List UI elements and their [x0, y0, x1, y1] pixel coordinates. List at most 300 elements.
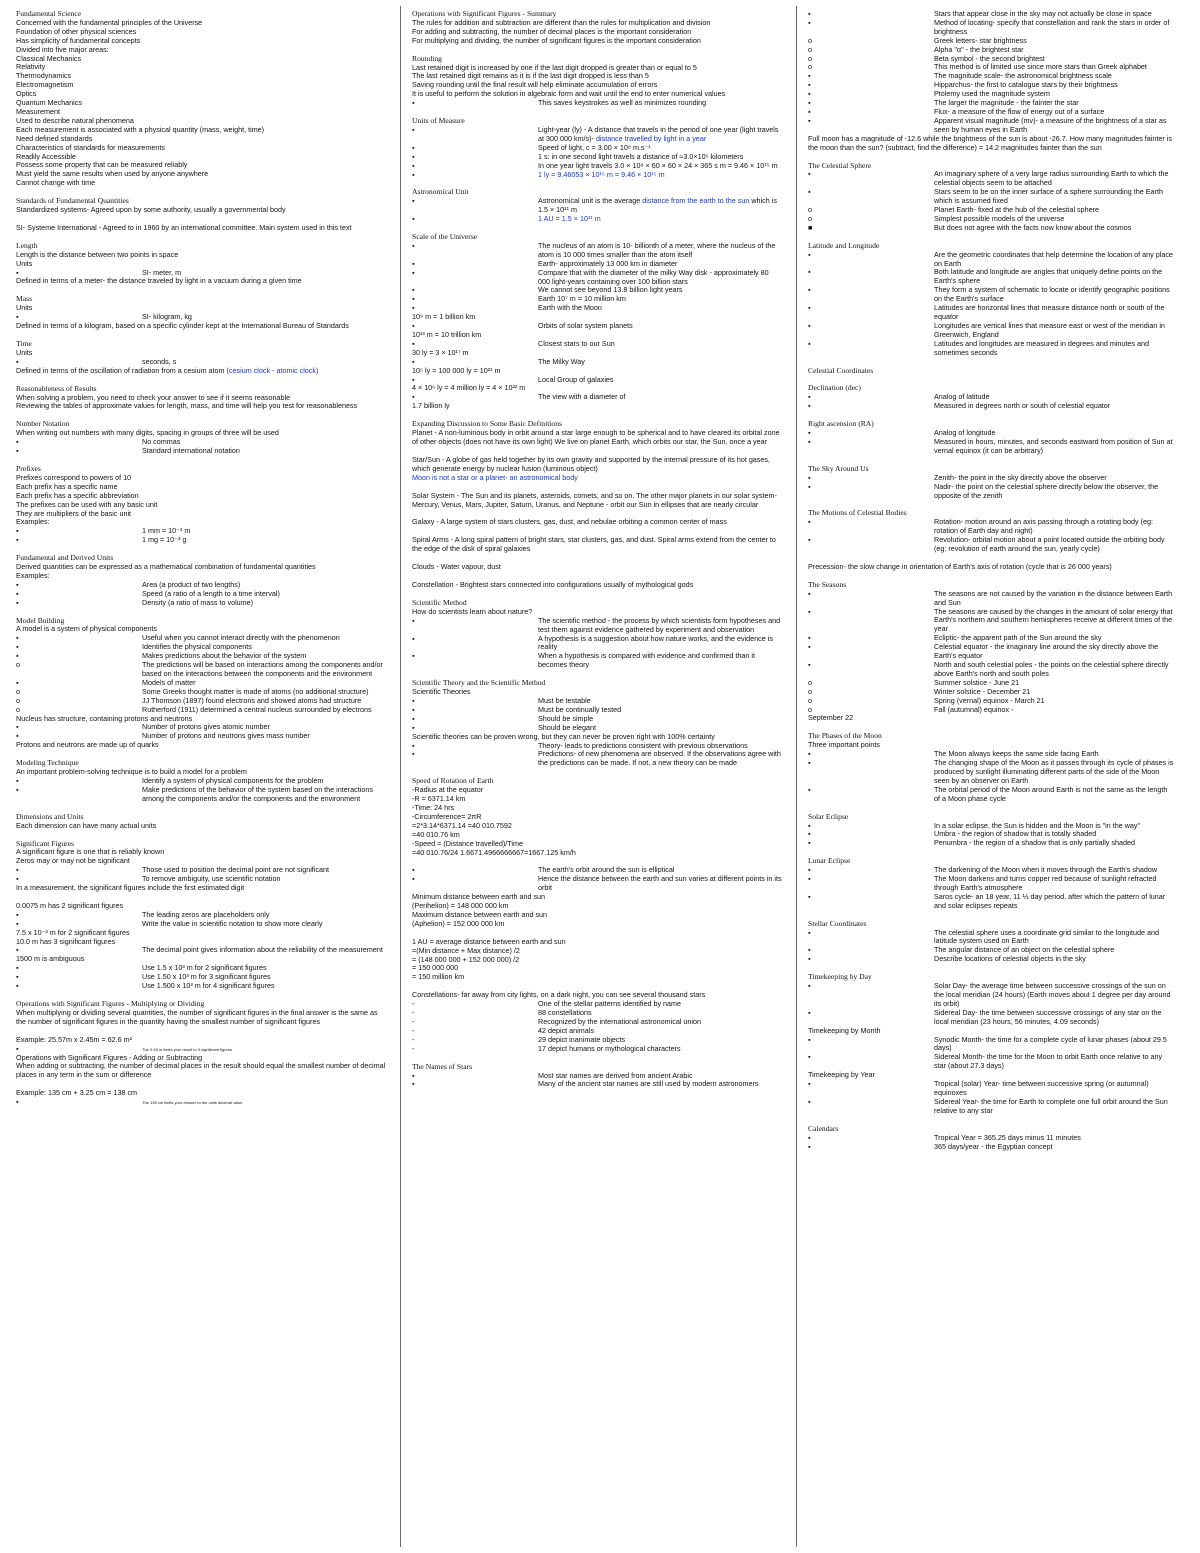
bullet-marker: ▪ — [808, 392, 811, 402]
column-3 — [808, 10, 1174, 1549]
section — [412, 866, 782, 928]
line-text: Minimum distance between earth and sun — [412, 892, 546, 902]
text-line — [16, 251, 388, 260]
line-text: In a solar eclipse, the Sun is hidden and the Moon is "in the way" — [934, 820, 1141, 830]
line-text: Scientific theories can be proven wrong, but they can never be proven right with 100% certainty — [412, 731, 715, 741]
line-text: SI- Systeme International - Agreed to in 1960 by an international committee. Main system used in this text — [16, 222, 352, 232]
line-text: Earth with the Moon — [538, 303, 602, 313]
line-text: SI- kilogram, kg — [142, 312, 192, 322]
bullet-line — [412, 171, 782, 180]
bullet-line — [808, 117, 1174, 135]
bullet-marker: ▪ — [412, 196, 415, 206]
bullet-marker: ▪ — [412, 865, 415, 875]
bullet-marker: o — [808, 677, 812, 687]
line-text: Many of the ancient star names are still used by modern astronomers — [538, 1079, 759, 1089]
bullet-line — [16, 313, 388, 322]
section — [412, 1063, 782, 1090]
bullet-line — [16, 661, 388, 679]
line-text: Standard international notation — [142, 446, 240, 456]
line-text: When writing out numbers with many digits, spacing in groups of three will be used — [16, 428, 279, 438]
bullet-line — [808, 982, 1174, 1009]
text-line — [412, 474, 782, 483]
section — [808, 920, 1174, 965]
line-text: Divided into five major areas: — [16, 44, 109, 54]
line-text: Quantum Mechanics — [16, 98, 82, 108]
line-text: = 150 million km — [412, 972, 465, 982]
line-text: Must be testable — [538, 696, 591, 705]
line-text: seconds, s — [142, 356, 177, 366]
line-text: 30 ly = 3 × 10¹⁷ m — [412, 347, 469, 357]
text-line — [412, 920, 782, 929]
line-text: Makes predictions about the behavior of the system — [142, 651, 307, 661]
section — [16, 420, 388, 456]
section-heading: Number Notation — [16, 419, 70, 429]
line-text: Operations with Significant Figures - Adding or Subtracting — [16, 1052, 203, 1062]
text-line — [16, 277, 388, 286]
bullet-marker: ▪ — [412, 633, 415, 643]
line-text: Number of protons gives atomic number — [142, 722, 270, 732]
section-heading: Time — [16, 339, 32, 348]
line-text: =(Min distance + Max distance) /2 — [412, 945, 520, 955]
bullet-line — [808, 438, 1174, 456]
bullet-marker: ▪ — [808, 606, 811, 616]
line-text: Clouds - Water vapour, dust — [412, 562, 501, 572]
bullet-line — [16, 1098, 388, 1107]
line-text: The Milky Way — [538, 356, 585, 366]
line-text: This method is of limited use since more stars than Greek alphabet — [934, 62, 1147, 72]
line-text: Celestial equator - the imaginary line around the sky directly above the Earth's equator — [934, 642, 1159, 661]
line-text: Constellations- far away from city lights, on a dark night, you can see several thousand stars — [412, 990, 706, 1000]
bullet-line — [808, 759, 1174, 786]
bullet-marker: ▪ — [16, 597, 19, 607]
line-text: Units — [16, 258, 33, 268]
text-line — [16, 402, 388, 411]
line-text: They form a system of schematic to locate or identify geographic positions on the Earth's surface — [934, 285, 1170, 304]
text-line — [808, 563, 1174, 572]
bullet-marker: ▪ — [16, 579, 19, 589]
bullet-line — [16, 786, 388, 804]
text-line — [412, 456, 782, 474]
line-text: Defined in terms of a kilogram, based on a specific cylinder kept at the International Bureau of Standards — [16, 321, 349, 331]
section-heading: Units of Measure — [412, 116, 465, 126]
bullet-line — [16, 536, 388, 545]
text-line — [16, 367, 388, 376]
line-text: How do scientists learn about nature? — [412, 606, 533, 616]
line-text: Galaxy - A large system of stars clusters, gas, dust, and nebulae orbiting a common center of mass — [412, 517, 727, 527]
line-text: 29 depict inanimate objects — [538, 1034, 626, 1044]
line-text: Nucleus has structure, containing protons and neutrons — [16, 713, 193, 723]
section — [412, 188, 782, 224]
bullet-marker: ▪ — [412, 704, 415, 714]
bullet-marker: ▪ — [412, 374, 415, 384]
line-text: Examples: — [16, 517, 50, 527]
section — [412, 233, 782, 411]
section — [412, 991, 782, 1053]
line-text: Both latitude and longitude are angles that uniquely define points on the Earth's sphere — [934, 267, 1163, 286]
bullet-marker: ▪ — [412, 651, 415, 661]
line-text: An important problem-solving technique is to build a model for a problem — [16, 767, 247, 777]
line-text: Closest stars to our Sun — [538, 338, 615, 348]
line-text: Alpha "α" - the brightest star — [934, 44, 1024, 54]
section-heading: Fundamental Science — [16, 10, 82, 18]
text-line — [412, 973, 782, 982]
section — [412, 581, 782, 590]
section-heading: Declination (dec) — [808, 383, 861, 393]
bullet-marker: - — [412, 1025, 415, 1035]
line-text: Length is the distance between two points in space — [16, 249, 179, 259]
line-text: 365 days/year - the Egyptian concept — [934, 1141, 1053, 1151]
line-text: For multiplying and dividing, the number of significant figures is the important consideration — [412, 35, 701, 45]
section-heading: Model Building — [16, 615, 65, 625]
bullet-marker: - — [412, 999, 415, 1009]
section-heading: Length — [16, 240, 38, 250]
bullet-marker: o — [808, 53, 812, 63]
bullet-line — [808, 536, 1174, 554]
bullet-marker: ▪ — [16, 633, 19, 643]
section — [16, 759, 388, 804]
highlight-link[interactable]: (cesium clock - atomic clock) — [226, 365, 319, 375]
section-heading: Scientific Method — [412, 597, 467, 607]
section — [412, 679, 782, 768]
bullet-marker: ▪ — [412, 356, 415, 366]
bullet-marker: ▪ — [808, 1096, 811, 1106]
line-text: Three important points — [808, 740, 880, 750]
bullet-marker: ■ — [808, 222, 813, 232]
bullet-line — [808, 929, 1174, 947]
bullet-marker: ▪ — [808, 428, 811, 438]
section-heading: Operations with Significant Figures - Summary — [412, 10, 557, 18]
line-text: Rutherford (1911) determined a central nucleus surrounded by electrons — [142, 704, 372, 714]
bullet-marker: ▪ — [412, 303, 415, 313]
bullet-marker: ▪ — [808, 187, 811, 197]
section-heading: Reasonableness of Results — [16, 383, 97, 393]
bullet-line — [808, 188, 1174, 206]
line-text: But does not agree with the facts now know about the cosmos — [934, 222, 1132, 232]
section — [16, 1000, 388, 1027]
bullet-line — [808, 340, 1174, 358]
section-heading: Celestial Coordinates — [808, 365, 874, 375]
section — [412, 55, 782, 108]
bullet-marker: ▪ — [16, 267, 19, 277]
line-text: Area (a product of two lengths) — [142, 579, 241, 589]
line-text: September 22 — [808, 713, 854, 723]
line-text: Density (a ratio of mass to volume) — [142, 597, 254, 607]
bullet-marker: ▪ — [412, 160, 415, 170]
line-text: Maximum distance between earth and sun — [412, 909, 548, 919]
bullet-marker: ▪ — [412, 749, 415, 759]
line-text: Must yield the same results when used by anyone anywhere — [16, 169, 209, 179]
line-text: When a hypothesis is compared with evidence and confirmed than it becomes theory — [538, 651, 755, 670]
bullet-line — [412, 269, 782, 287]
section — [16, 340, 388, 376]
line-text: (Perihelion) = 148 000 000 km — [412, 901, 509, 911]
bullet-marker: ▪ — [808, 1079, 811, 1089]
text-line — [16, 304, 388, 313]
bullet-marker: o — [808, 704, 812, 714]
line-text: When multiplying or dividing several quantities, the number of significant figures in the final answer is the same as the number of significant figures in the quantity having the smallest number of significant figures — [16, 1007, 378, 1026]
line-text: Umbra - the region of shadow that is totally shaded — [934, 829, 1097, 839]
bullet-marker: o — [808, 205, 812, 215]
section-heading: Mass — [16, 294, 33, 304]
bullet-marker: o — [808, 686, 812, 696]
bullet-marker: ▪ — [16, 874, 19, 884]
line-text: 1 mg = 10⁻³ g — [142, 535, 187, 545]
bullet-line — [412, 652, 782, 670]
bullet-line — [808, 955, 1174, 964]
bullet-line — [412, 750, 782, 768]
line-text: 1.7 billion ly — [412, 401, 450, 411]
bullet-line — [808, 224, 1174, 233]
line-text: Beta symbol - the second brightest — [934, 53, 1045, 63]
line-text: 1 AU = average distance between earth and sun — [412, 936, 566, 946]
section-heading: Dimensions and Units — [16, 811, 84, 821]
line-text: 1500 m is ambiguous — [16, 954, 85, 964]
text-line — [16, 349, 388, 358]
bullet-marker: ▪ — [808, 517, 811, 527]
line-text: 1 AU = 1.5 × 10¹¹ m — [538, 214, 601, 224]
bullet-line — [412, 393, 782, 402]
column-divider — [796, 6, 797, 1547]
line-text: Analog of latitude — [934, 392, 990, 402]
bullet-marker: ▪ — [412, 124, 415, 134]
text-line — [16, 1036, 388, 1045]
footnote-text: The 135 cm limits your answer to the units decimal value — [142, 1100, 243, 1106]
line-text: Must be continually tested — [538, 704, 622, 714]
line-text: Use 1.500 x 10³ m for 4 significant figures — [142, 981, 275, 991]
line-text: When solving a problem, you need to check your answer to see if it seems reasonable — [16, 392, 291, 402]
section — [808, 367, 1174, 376]
text-line — [412, 563, 782, 572]
line-text: Orbits of solar system planets — [538, 321, 633, 331]
line-text: The rules for addition and subtraction are different than the rules for multiplication and division — [412, 17, 711, 27]
section-heading: Right ascension (RA) — [808, 419, 874, 429]
footnote-text: The 2.45 m limits your result to 3 significant figures — [142, 1046, 233, 1052]
highlight-link[interactable]: distance from the earth to the sun — [642, 196, 750, 206]
line-text: The orbital period of the Moon around Earth is not the same as the length of a Moon phase cycle — [934, 784, 1168, 803]
line-text: Possess some property that can be measured reliably — [16, 160, 188, 170]
bullet-marker: ▪ — [16, 981, 19, 991]
line-text: Tropical Year = 365.25 days minus 11 minutes — [934, 1132, 1081, 1142]
section-heading: Solar Eclipse — [808, 811, 849, 821]
bullet-marker: o — [808, 44, 812, 54]
text-line — [16, 1062, 388, 1080]
text-line — [412, 492, 782, 510]
line-text: 4 × 10⁶ ly = 4 million ly = 4 × 10²² m — [412, 383, 526, 393]
section-heading: The Sky Around Us — [808, 463, 869, 473]
bullet-marker: ▪ — [16, 918, 19, 928]
bullet-marker: ▪ — [808, 17, 811, 27]
line-text: =40 010.76 km — [412, 829, 460, 839]
bullet-marker: ▪ — [412, 615, 415, 625]
line-text: Models of matter — [142, 677, 196, 687]
text-line — [412, 402, 782, 411]
line-text: Constellation - Brightest stars connected into configurations usually of mythological gods — [412, 580, 694, 590]
text-line — [412, 37, 782, 46]
section — [808, 162, 1174, 233]
bullet-line — [412, 99, 782, 108]
line-text: -Circumference= 2πR — [412, 811, 482, 821]
bullet-marker: ▪ — [808, 106, 811, 116]
text-line — [16, 322, 388, 331]
bullet-marker: ▪ — [808, 758, 811, 768]
text-line — [16, 563, 388, 572]
bullet-marker: ▪ — [412, 294, 415, 304]
bullet-marker: o — [16, 660, 20, 670]
line-text: The changing shape of the Moon as it passes through its cycle of phases is produced by sunlight illuminating different parts of the side of the Moon seen by an observer on Earth — [934, 758, 1174, 785]
bullet-line — [412, 215, 782, 224]
bullet-marker: ▪ — [412, 740, 415, 750]
bullet-marker: ▪ — [412, 713, 415, 723]
bullet-marker: ▪ — [808, 660, 811, 669]
bullet-marker: ▪ — [808, 1052, 811, 1062]
highlight-link[interactable]: distance travelled by light in a year — [595, 133, 707, 143]
bullet-marker: ▪ — [808, 820, 811, 830]
line-text: The darkening of the Moon when it moves through the Earth's shadow — [934, 865, 1158, 875]
line-text-tail: which is 1.5 × 10¹¹ m — [538, 196, 777, 215]
bullet-marker: ▪ — [808, 267, 811, 277]
bullet-line — [808, 643, 1174, 661]
bullet-marker: ▪ — [808, 642, 811, 652]
bullet-marker: ▪ — [16, 642, 19, 652]
line-text: Local Group of galaxies — [538, 374, 614, 384]
line-text: Reviewing the tables of approximate values for length, mass, and time will help you test for reasonableness — [16, 401, 358, 411]
section — [808, 732, 1174, 803]
bullet-line — [808, 1098, 1174, 1116]
bullet-marker: ▪ — [808, 303, 811, 313]
line-text: The prefixes can be used with any basic unit — [16, 499, 158, 509]
line-text: This saves keystrokes as well as minimizes rounding — [538, 98, 707, 108]
section-heading: Speed of Rotation of Earth — [412, 776, 494, 786]
section — [16, 813, 388, 831]
bullet-line — [412, 322, 782, 331]
line-text: Should be elegant — [538, 722, 596, 732]
bullet-marker: ▪ — [808, 481, 811, 491]
line-text: Describe locations of celestial objects in the sky — [934, 954, 1086, 964]
text-line — [412, 786, 782, 795]
bullet-line — [16, 732, 388, 741]
bullet-line — [412, 1000, 782, 1009]
line-text: -Time: 24 hrs — [412, 802, 455, 812]
bullet-marker: ▪ — [808, 472, 811, 482]
bullet-marker: o — [16, 686, 20, 696]
section-heading: Modeling Technique — [16, 758, 79, 768]
bullet-marker: ▪ — [808, 1007, 811, 1017]
bullet-line — [16, 706, 388, 715]
bullet-marker: ▪ — [412, 1079, 415, 1089]
line-text: One of the stellar patterns identified by name — [538, 999, 682, 1009]
line-text: Zeros may or may not be significant — [16, 856, 130, 866]
bullet-marker: ▪ — [412, 285, 415, 295]
text-line — [16, 260, 388, 269]
line-text: Examples: — [16, 570, 50, 580]
bullet-line — [16, 358, 388, 367]
bullet-marker: ▪ — [16, 312, 19, 322]
line-text: Each measurement is associated with a physical quantity (mass, weight, time) — [16, 124, 265, 134]
bullet-line — [808, 1053, 1174, 1071]
section-heading: Operations with Significant Figures - Multiplying or Dividing — [16, 999, 205, 1008]
section — [412, 117, 782, 179]
line-text: =40 010.76/24 1.6671.4966666667=1667.125 km/h — [412, 847, 576, 857]
bullet-line — [808, 518, 1174, 536]
bullet-marker: ▪ — [808, 10, 811, 18]
line-text: We cannot see beyond 13.8 billion light years — [538, 285, 683, 295]
line-text: Earth 10⁷ m = 10 million km — [538, 294, 626, 304]
section — [808, 813, 1174, 849]
line-text: The celestial sphere uses a coordinate grid similar to the longitude and latitude system used on Earth — [934, 927, 1159, 946]
line-text: Penumbra - the region of a shadow that is only partially shaded — [934, 838, 1135, 848]
bullet-line — [412, 635, 782, 653]
section-heading: Fundamental and Derived Units — [16, 553, 114, 563]
line-text: Speed of light, c = 3.00 × 10⁸ m.s⁻¹ — [538, 142, 651, 152]
bullet-marker: ▪ — [16, 588, 19, 598]
bullet-line — [16, 920, 388, 929]
line-text: Simplest possible models of the universe — [934, 213, 1065, 223]
line-text: 1 s: in one second light travels a distance of ≈3.0×10⁵ kilometers — [538, 151, 744, 161]
bullet-marker: ▪ — [808, 436, 811, 446]
line-text: Flux- a measure of the flow of energy out of a surface — [934, 106, 1105, 116]
text-line — [16, 63, 388, 72]
section-heading: Significant Figures — [16, 838, 75, 848]
section — [16, 465, 388, 545]
bullet-line — [412, 875, 782, 893]
line-text: 42 depict animals — [538, 1025, 594, 1035]
line-text: = (148 000 000 + 152 000 000) /2 — [412, 954, 520, 964]
line-text: Saving rounding until the final result will help eliminate accumulation of errors — [412, 80, 658, 90]
bullet-marker: ▪ — [808, 633, 811, 643]
line-text: The nucleus of an atom is 10- billionth of a meter, where the nucleus of the atom is 10 000 times smaller than the atom itself — [538, 240, 776, 259]
bullet-line — [808, 170, 1174, 188]
bullet-marker: ▪ — [412, 874, 415, 884]
line-text: Standardized systems- Agreed upon by some authority, usually a governmental body — [16, 205, 286, 215]
line-text: 10⁹ m = 1 billion km — [412, 312, 476, 322]
line-text: Optics — [16, 89, 37, 99]
line-text: In one year light travels 3.0 × 10⁸ × 60 × 60 × 24 × 365 s m = 9.46 × 10¹⁵ m — [538, 160, 778, 170]
bullet-marker: o — [808, 62, 812, 72]
bullet-marker: ▪ — [16, 784, 19, 794]
bullet-line — [808, 402, 1174, 411]
bullet-line — [16, 875, 388, 884]
section-heading: Scientific Theory and the Scientific Method — [412, 678, 546, 688]
section — [412, 777, 782, 857]
bullet-marker: ▪ — [16, 526, 19, 536]
section — [412, 492, 782, 510]
line-text: Each dimension can have many actual units — [16, 820, 157, 830]
line-text: Should be simple — [538, 713, 594, 723]
bullet-marker: ▪ — [808, 401, 811, 411]
bullet-line — [412, 340, 782, 349]
line-text: They are multipliers of the basic unit — [16, 508, 132, 518]
line-text: A model is a system of physical components — [16, 624, 158, 634]
bullet-line — [16, 447, 388, 456]
line-text: Winter solstice - December 21 — [934, 686, 1031, 696]
section — [412, 563, 782, 572]
line-text: Sidereal Day- the time between successive crossings of any star on the local meridian (23 hours, 56 minutes, 4.09 seconds) — [934, 1007, 1162, 1026]
bullet-marker: ▪ — [808, 285, 811, 295]
line-text: -R = 6371.14 km — [412, 794, 466, 804]
line-text: Revolution- orbital motion about a point located outside the orbiting body (eg: revolution of earth around the sun, yearly cycle) — [934, 535, 1165, 554]
bullet-line — [808, 1009, 1174, 1027]
line-text: Derived quantities can be expressed as a mathematical combination of fundamental quantities — [16, 562, 316, 572]
line-text: =2*3.14*6371.14 =40 010.7592 — [412, 820, 512, 830]
bullet-line — [412, 358, 782, 367]
bullet-line — [808, 875, 1174, 893]
bullet-line — [412, 304, 782, 313]
line-text: Recognized by the international astronomical union — [538, 1017, 702, 1026]
bullet-marker: ▪ — [808, 1141, 811, 1151]
text-line — [16, 99, 388, 108]
highlight-link[interactable]: Moon is not a star or a planet- an astronomical body — [412, 472, 578, 482]
section — [808, 563, 1174, 572]
